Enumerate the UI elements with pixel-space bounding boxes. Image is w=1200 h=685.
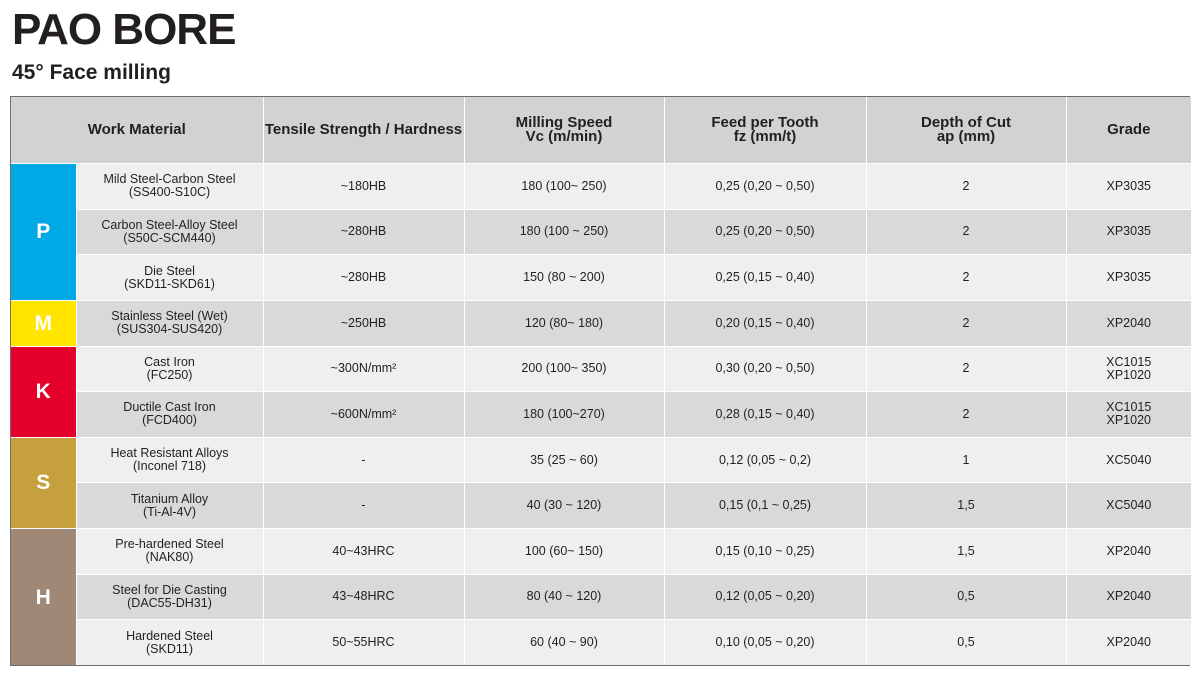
work-material-cell bbox=[76, 300, 263, 346]
material-code: (SUS304-SUS420) bbox=[116, 322, 223, 337]
material-name: Cast Iron bbox=[144, 354, 195, 369]
page-subtitle: 45° Face milling bbox=[12, 61, 171, 84]
feed-cell: 0,12 (0,05 ~ 0,2) bbox=[664, 437, 866, 483]
material-code: (FC250) bbox=[146, 367, 193, 382]
feed-cell: 0,10 (0,05 ~ 0,20) bbox=[664, 620, 866, 665]
depth-cell: 2 bbox=[866, 209, 1066, 255]
table-row bbox=[11, 574, 1191, 620]
material-name: Stainless Steel (Wet) bbox=[111, 309, 228, 324]
grade-value: XP1020 bbox=[1106, 413, 1151, 428]
material-code: (Inconel 718) bbox=[133, 459, 206, 474]
tensile-cell: 50~55HRC bbox=[263, 620, 464, 665]
table-row bbox=[11, 209, 1191, 255]
material-name: Mild Steel-Carbon Steel bbox=[103, 172, 236, 187]
grade-value: XP2040 bbox=[1106, 589, 1151, 604]
speed-cell: 60 (40 ~ 90) bbox=[464, 620, 664, 665]
work-material-cell bbox=[76, 392, 263, 438]
header-speed-line1: Milling Speed bbox=[515, 114, 613, 131]
table-row bbox=[11, 620, 1191, 665]
tensile-cell: 40~43HRC bbox=[263, 529, 464, 575]
table-row bbox=[11, 529, 1191, 575]
material-code: (Ti-Al-4V) bbox=[142, 504, 196, 519]
feed-cell: 0,12 (0,05 ~ 0,20) bbox=[664, 574, 866, 620]
material-code: (FCD400) bbox=[142, 413, 197, 428]
table-body bbox=[11, 164, 1191, 666]
tensile-cell: ~280HB bbox=[263, 209, 464, 255]
material-code: (S50C-SCM440) bbox=[123, 230, 216, 245]
grade-cell bbox=[1066, 483, 1191, 529]
material-group-s: S bbox=[11, 437, 76, 528]
tensile-cell: ~250HB bbox=[263, 300, 464, 346]
work-material-cell bbox=[76, 164, 263, 210]
depth-cell: 2 bbox=[866, 164, 1066, 210]
feed-cell: 0,28 (0,15 ~ 0,40) bbox=[664, 392, 866, 438]
feed-cell: 0,25 (0,20 ~ 0,50) bbox=[664, 209, 866, 255]
work-material-cell bbox=[76, 483, 263, 529]
depth-cell: 0,5 bbox=[866, 574, 1066, 620]
header-feed bbox=[664, 97, 866, 164]
tensile-cell: ~300N/mm² bbox=[263, 346, 464, 392]
speed-cell: 100 (60~ 150) bbox=[464, 529, 664, 575]
material-code: (SS400-S10C) bbox=[128, 185, 211, 200]
header-speed bbox=[464, 97, 664, 164]
material-name: Titanium Alloy bbox=[130, 491, 209, 506]
grade-cell bbox=[1066, 620, 1191, 665]
table-row bbox=[11, 346, 1191, 392]
material-name: Pre-hardened Steel bbox=[115, 537, 224, 552]
speed-cell: 200 (100~ 350) bbox=[464, 346, 664, 392]
grade-value: XP1020 bbox=[1106, 367, 1151, 382]
material-code: (SKD11) bbox=[145, 641, 193, 656]
depth-cell: 1,5 bbox=[866, 483, 1066, 529]
feed-cell: 0,20 (0,15 ~ 0,40) bbox=[664, 300, 866, 346]
tensile-cell: 43~48HRC bbox=[263, 574, 464, 620]
material-name: Heat Resistant Alloys bbox=[110, 446, 229, 461]
work-material-cell bbox=[76, 620, 263, 665]
depth-cell: 2 bbox=[866, 300, 1066, 346]
speed-cell: 40 (30 ~ 120) bbox=[464, 483, 664, 529]
header-feed-line1: Feed per Tooth bbox=[711, 114, 819, 131]
depth-cell: 2 bbox=[866, 255, 1066, 301]
header-speed-line2: Vc (m/min) bbox=[525, 128, 603, 145]
feed-cell: 0,15 (0,1 ~ 0,25) bbox=[664, 483, 866, 529]
material-name: Hardened Steel bbox=[126, 628, 213, 643]
work-material-cell bbox=[76, 437, 263, 483]
header-work-material: Work Material bbox=[11, 97, 263, 164]
material-name: Carbon Steel-Alloy Steel bbox=[101, 217, 238, 232]
material-code: (NAK80) bbox=[145, 550, 194, 565]
speed-cell: 180 (100~270) bbox=[464, 392, 664, 438]
material-group-m: M bbox=[11, 300, 76, 346]
material-name: Die Steel bbox=[144, 263, 195, 278]
speed-cell: 150 (80 ~ 200) bbox=[464, 255, 664, 301]
header-depth-line2: ap (mm) bbox=[936, 128, 996, 145]
material-group-k: K bbox=[11, 346, 76, 437]
header-grade: Grade bbox=[1066, 97, 1191, 164]
depth-cell: 0,5 bbox=[866, 620, 1066, 665]
speed-cell: 80 (40 ~ 120) bbox=[464, 574, 664, 620]
tensile-cell: ~280HB bbox=[263, 255, 464, 301]
depth-cell: 2 bbox=[866, 392, 1066, 438]
table-row bbox=[11, 483, 1191, 529]
table-header-row bbox=[11, 97, 1191, 164]
table-row bbox=[11, 164, 1191, 210]
tensile-cell: - bbox=[263, 437, 464, 483]
feed-cell: 0,25 (0,20 ~ 0,50) bbox=[664, 164, 866, 210]
cutting-data-table-container bbox=[10, 96, 1190, 666]
feed-cell: 0,30 (0,20 ~ 0,50) bbox=[664, 346, 866, 392]
grade-value: XP2040 bbox=[1106, 543, 1151, 558]
material-code: (SKD11-SKD61) bbox=[124, 276, 215, 291]
material-group-p: P bbox=[11, 164, 76, 301]
grade-value: XP2040 bbox=[1106, 635, 1151, 650]
grade-cell bbox=[1066, 392, 1191, 438]
grade-value: XC1015 bbox=[1106, 354, 1152, 369]
grade-value: XP3035 bbox=[1106, 224, 1151, 239]
work-material-cell bbox=[76, 529, 263, 575]
tensile-cell: - bbox=[263, 483, 464, 529]
grade-cell bbox=[1066, 529, 1191, 575]
tensile-cell: ~600N/mm² bbox=[263, 392, 464, 438]
grade-value: XP3035 bbox=[1106, 178, 1151, 193]
depth-cell: 1 bbox=[866, 437, 1066, 483]
cutting-data-table bbox=[11, 97, 1191, 665]
feed-cell: 0,15 (0,10 ~ 0,25) bbox=[664, 529, 866, 575]
depth-cell: 1,5 bbox=[866, 529, 1066, 575]
speed-cell: 120 (80~ 180) bbox=[464, 300, 664, 346]
header-depth bbox=[866, 97, 1066, 164]
work-material-cell bbox=[76, 209, 263, 255]
speed-cell: 35 (25 ~ 60) bbox=[464, 437, 664, 483]
work-material-cell bbox=[76, 574, 263, 620]
grade-value: XC5040 bbox=[1106, 498, 1152, 513]
table-row bbox=[11, 300, 1191, 346]
depth-cell: 2 bbox=[866, 346, 1066, 392]
page-title: PAO BORE bbox=[12, 5, 236, 54]
work-material-cell bbox=[76, 346, 263, 392]
table-row bbox=[11, 255, 1191, 301]
speed-cell: 180 (100~ 250) bbox=[464, 164, 664, 210]
grade-cell bbox=[1066, 437, 1191, 483]
grade-value: XC5040 bbox=[1106, 452, 1152, 467]
table-row bbox=[11, 392, 1191, 438]
speed-cell: 180 (100 ~ 250) bbox=[464, 209, 664, 255]
grade-cell bbox=[1066, 574, 1191, 620]
material-group-h: H bbox=[11, 529, 76, 666]
grade-value: XP2040 bbox=[1106, 315, 1151, 330]
material-code: (DAC55-DH31) bbox=[127, 595, 212, 610]
work-material-cell bbox=[76, 255, 263, 301]
table-row bbox=[11, 437, 1191, 483]
grade-cell bbox=[1066, 255, 1191, 301]
grade-cell bbox=[1066, 209, 1191, 255]
tensile-cell: ~180HB bbox=[263, 164, 464, 210]
grade-value: XC1015 bbox=[1106, 400, 1152, 415]
header-tensile: Tensile Strength / Hardness bbox=[263, 97, 464, 164]
header-depth-line1: Depth of Cut bbox=[921, 114, 1011, 131]
grade-value: XP3035 bbox=[1106, 270, 1151, 285]
material-name: Steel for Die Casting bbox=[112, 582, 227, 597]
feed-cell: 0,25 (0,15 ~ 0,40) bbox=[664, 255, 866, 301]
grade-cell bbox=[1066, 300, 1191, 346]
grade-cell bbox=[1066, 164, 1191, 210]
grade-cell bbox=[1066, 346, 1191, 392]
material-name: Ductile Cast Iron bbox=[123, 400, 216, 415]
header-feed-line2: fz (mm/t) bbox=[733, 128, 797, 145]
